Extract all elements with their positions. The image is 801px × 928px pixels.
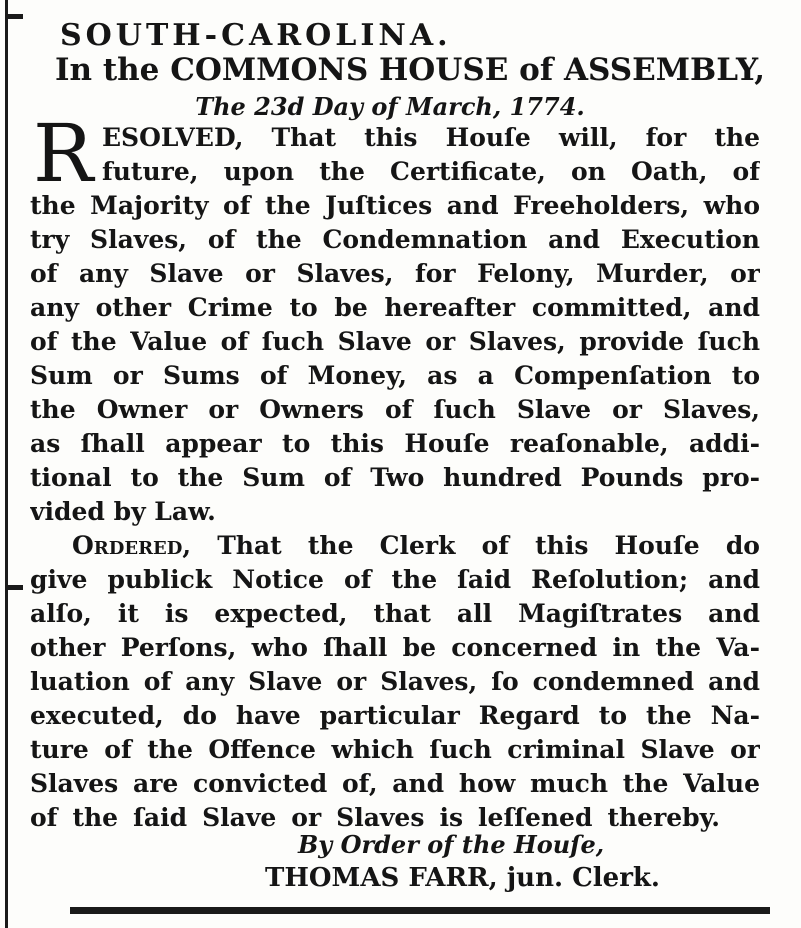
- resolution-line: the Owner or Owners of ſuch Slave or Slaves,: [30, 395, 760, 424]
- resolution-line: as ſhall appear to this Houſe reaſonable, addi-: [30, 429, 760, 458]
- resolution-line: vided by Law.: [30, 497, 216, 526]
- order-line: alſo, it is expected, that all Magiſtrates and: [30, 599, 760, 628]
- order-line: give publick Notice of the ſaid Reſolution; and: [30, 565, 760, 594]
- order-line: ture of the Offence which ſuch criminal Slave or: [30, 735, 760, 764]
- resolution-line: the Majority of the Juſtices and Freeholders, who: [30, 191, 760, 220]
- order-line: executed, do have particular Regard to the Na-: [30, 701, 760, 730]
- resolution-line: of the Value of ſuch Slave or Slaves, provide ſuch: [30, 327, 760, 356]
- resolution-line: future, upon the Certificate, on Oath, of: [102, 157, 760, 186]
- state-heading: SOUTH-CAROLINA.: [60, 18, 452, 53]
- order-line: luation of any Slave or Slaves, ſo condemned and: [30, 667, 760, 696]
- drop-cap: R: [33, 107, 94, 200]
- by-order-line: By Order of the Houſe,: [298, 830, 605, 859]
- order-first-line-text: That the Clerk of this Houſe do: [217, 531, 760, 560]
- resolution-line: of any Slave or Slaves, for Felony, Murder, or: [30, 259, 760, 288]
- order-line: other Perſons, who ſhall be concerned in the Va-: [30, 633, 760, 662]
- resolution-line: ESOLVED, That this Houſe will, for the: [102, 123, 760, 152]
- order-lead: Ordered,: [72, 531, 192, 560]
- order-line: Slaves are convicted of, and how much the Value: [30, 769, 760, 798]
- resolution-line: try Slaves, of the Condemnation and Execution: [30, 225, 760, 254]
- left-rule-tick: [5, 585, 23, 590]
- date-heading: The 23d Day of March, 1774.: [195, 92, 585, 121]
- resolution-line: Sum or Sums of Money, as a Compenſation to: [30, 361, 760, 390]
- order-first-line: [72, 529, 760, 562]
- resolution-line: tional to the Sum of Two hundred Pounds pro-: [30, 463, 760, 492]
- clerk-signature: THOMAS FARR, jun. Clerk.: [265, 863, 660, 893]
- order-line: of the ſaid Slave or Slaves is leſſened thereby.: [30, 803, 720, 832]
- assembly-heading: In the COMMONS HOUSE of ASSEMBLY,: [54, 52, 765, 88]
- bottom-rule: [70, 907, 770, 914]
- left-column-rule: [5, 0, 8, 928]
- resolution-line: any other Crime to be hereafter committed, and: [30, 293, 760, 322]
